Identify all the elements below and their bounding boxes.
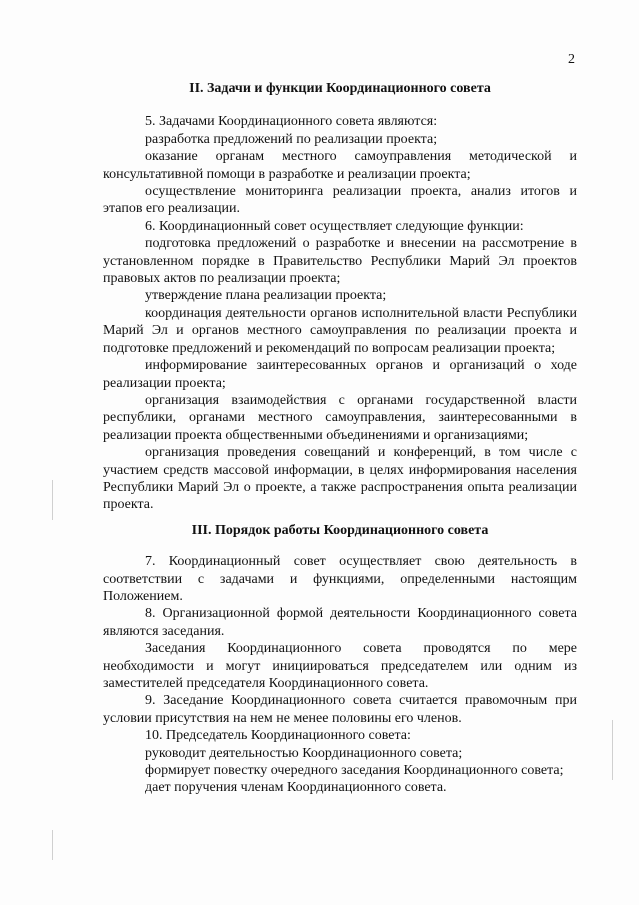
paragraph: дает поручения членам Координационного совета. <box>145 780 447 796</box>
paragraph: координация деятельности органов исполнительной власти Республики Марий Эл и органов местного самоуправления по реализации проекта и подготовке предложений и рекомендаций по вопросам реализации проекта; <box>103 305 577 356</box>
paragraph: организация проведения совещаний и конференций, в том числе с участием средств массовой информации, в целях информирования населения Республики Марий Эл о проекте, а также распространения опыта реализации проекта. <box>103 445 577 513</box>
paragraph: организация взаимодействия с органами государственной власти республики, органами местного самоуправления, заинтересованными в реализации проекта общественными объединениями и организациями; <box>103 392 577 443</box>
paragraph: 10. Председатель Координационного совета: <box>145 728 411 744</box>
section-heading-procedure: III. Порядок работы Координационного совета <box>191 522 489 538</box>
paragraph: утверждение плана реализации проекта; <box>145 288 387 304</box>
scan-edge-mark <box>52 830 53 860</box>
paragraph: 8. Организационной формой деятельности Координационного совета являются заседания. <box>103 606 577 639</box>
paragraph: оказание органам местного самоуправления методической и консультативной помощи в разработке и реализации проекта; <box>103 149 577 182</box>
paragraph: разработка предложений по реализации проекта; <box>145 131 438 147</box>
paragraph: 5. Задачами Координационного совета являются: <box>145 114 438 130</box>
paragraph: руководит деятельностью Координационного совета; <box>145 745 463 761</box>
paragraph: 6. Координационный совет осуществляет следующие функции: <box>145 218 524 234</box>
paragraph: подготовка предложений о разработке и внесении на рассмотрение в установленном порядке в Правительство Республики Марий Эл проектов правовых актов по реализации проекта; <box>103 236 577 287</box>
scan-edge-mark <box>52 480 53 520</box>
document-body <box>103 80 577 797</box>
paragraph: 9. Заседание Координационного совета считается правомочным при условии присутствия на нем не менее половины его членов. <box>103 693 577 726</box>
paragraph: формирует повестку очередного заседания Координационного совета; <box>145 763 564 779</box>
paragraph: Заседания Координационного совета проводятся по мере необходимости и могут инициироваться председателем или одним из заместителей председателя Координационного совета. <box>103 641 577 691</box>
section-heading-tasks: II. Задачи и функции Координационного совета <box>189 81 491 96</box>
paragraph: осуществление мониторинга реализации проекта, анализ итогов и этапов его реализации. <box>103 184 577 217</box>
scan-edge-mark <box>612 720 613 780</box>
paragraph: 7. Координационный совет осуществляет свою деятельность в соответствии с задачами и функциями, определенными настоящим Положением. <box>103 554 577 604</box>
paragraph: информирование заинтересованных органов и организаций о ходе реализации проекта; <box>103 358 577 391</box>
page-number: 2 <box>568 52 575 67</box>
